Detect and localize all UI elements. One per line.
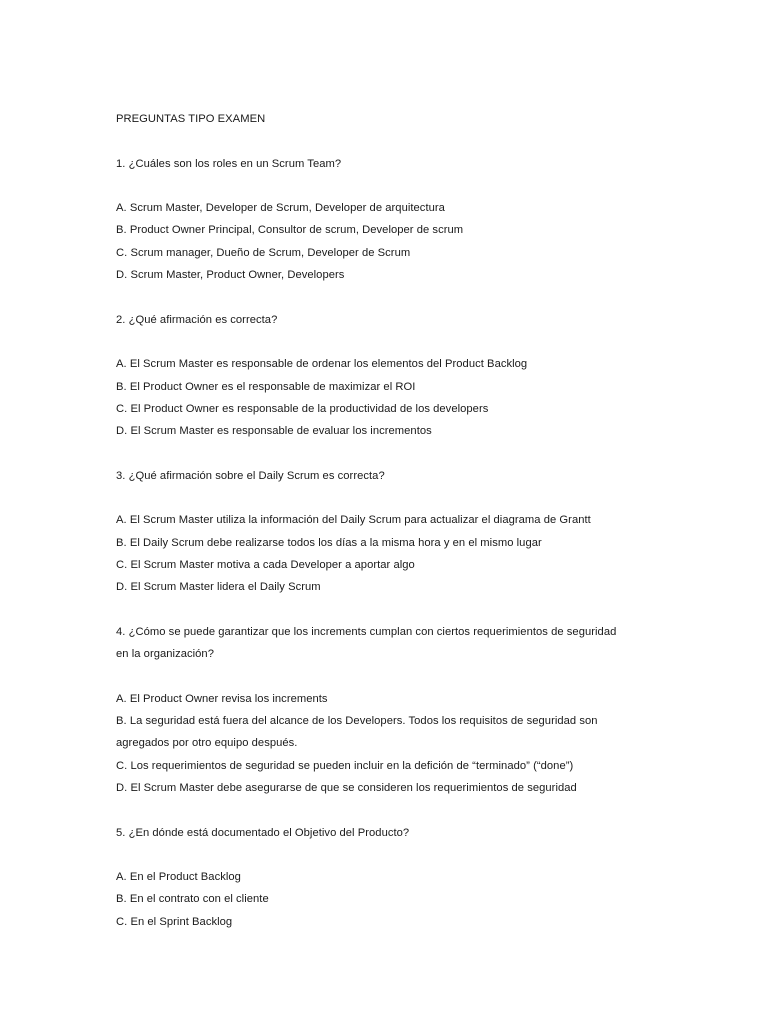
- question-2-option-c: C. El Product Owner es responsable de la productividad de los developers: [116, 402, 489, 415]
- spacer: [116, 175, 656, 197]
- spacer: [116, 442, 656, 464]
- document-page: [116, 108, 656, 933]
- question-3-option-a: A. El Scrum Master utiliza la información del Daily Scrum para actualizar el diagrama de Grantt: [116, 514, 591, 527]
- spacer: [116, 130, 656, 152]
- question-1-option-b: B. Product Owner Principal, Consultor de scrum, Developer de scrum: [116, 224, 464, 237]
- question-4-option-b-continued: agregados por otro equipo después.: [116, 737, 298, 750]
- question-1: 1. ¿Cuáles son los roles en un Scrum Team?: [116, 157, 342, 170]
- question-4-option-c: C. Los requerimientos de seguridad se pueden incluir en la defición de “terminado” (“done”): [116, 759, 574, 772]
- spacer: [116, 599, 656, 621]
- question-4-option-d: D. El Scrum Master debe asegurarse de que se consideren los requerimientos de seguridad: [116, 781, 577, 794]
- question-2: 2. ¿Qué afirmación es correcta?: [116, 313, 278, 326]
- question-4-option-b: B. La seguridad está fuera del alcance de los Developers. Todos los requisitos de seguridad son: [116, 715, 598, 728]
- question-3-option-d: D. El Scrum Master lidera el Daily Scrum: [116, 581, 321, 594]
- spacer: [116, 487, 656, 509]
- spacer: [116, 665, 656, 687]
- spacer: [116, 286, 656, 308]
- spacer: [116, 799, 656, 821]
- question-5-option-a: A. En el Product Backlog: [116, 871, 241, 884]
- question-4-option-a: A. El Product Owner revisa los increments: [116, 692, 328, 705]
- document-title: PREGUNTAS TIPO EXAMEN: [116, 113, 266, 125]
- question-5-option-b: B. En el contrato con el cliente: [116, 893, 269, 906]
- question-3-option-b: B. El Daily Scrum debe realizarse todos los días a la misma hora y en el mismo lugar: [116, 536, 542, 549]
- question-2-option-a: A. El Scrum Master es responsable de ordenar los elementos del Product Backlog: [116, 358, 528, 371]
- question-2-option-d: D. El Scrum Master es responsable de evaluar los incrementos: [116, 425, 432, 438]
- question-5: 5. ¿En dónde está documentado el Objetivo del Producto?: [116, 826, 410, 839]
- question-4: 4. ¿Cómo se puede garantizar que los increments cumplan con ciertos requerimientos de seguridad: [116, 625, 617, 638]
- question-3-option-c: C. El Scrum Master motiva a cada Developer a aportar algo: [116, 558, 415, 571]
- question-1-option-d: D. Scrum Master, Product Owner, Developers: [116, 269, 345, 282]
- spacer: [116, 331, 656, 353]
- question-1-option-a: A. Scrum Master, Developer de Scrum, Developer de arquitectura: [116, 202, 445, 215]
- spacer: [116, 844, 656, 866]
- question-4-continued: en la organización?: [116, 648, 214, 661]
- question-3: 3. ¿Qué afirmación sobre el Daily Scrum es correcta?: [116, 469, 385, 482]
- question-5-option-c: C. En el Sprint Backlog: [116, 915, 233, 928]
- question-1-option-c: C. Scrum manager, Dueño de Scrum, Developer de Scrum: [116, 246, 411, 259]
- question-2-option-b: B. El Product Owner es el responsable de maximizar el ROI: [116, 380, 416, 393]
